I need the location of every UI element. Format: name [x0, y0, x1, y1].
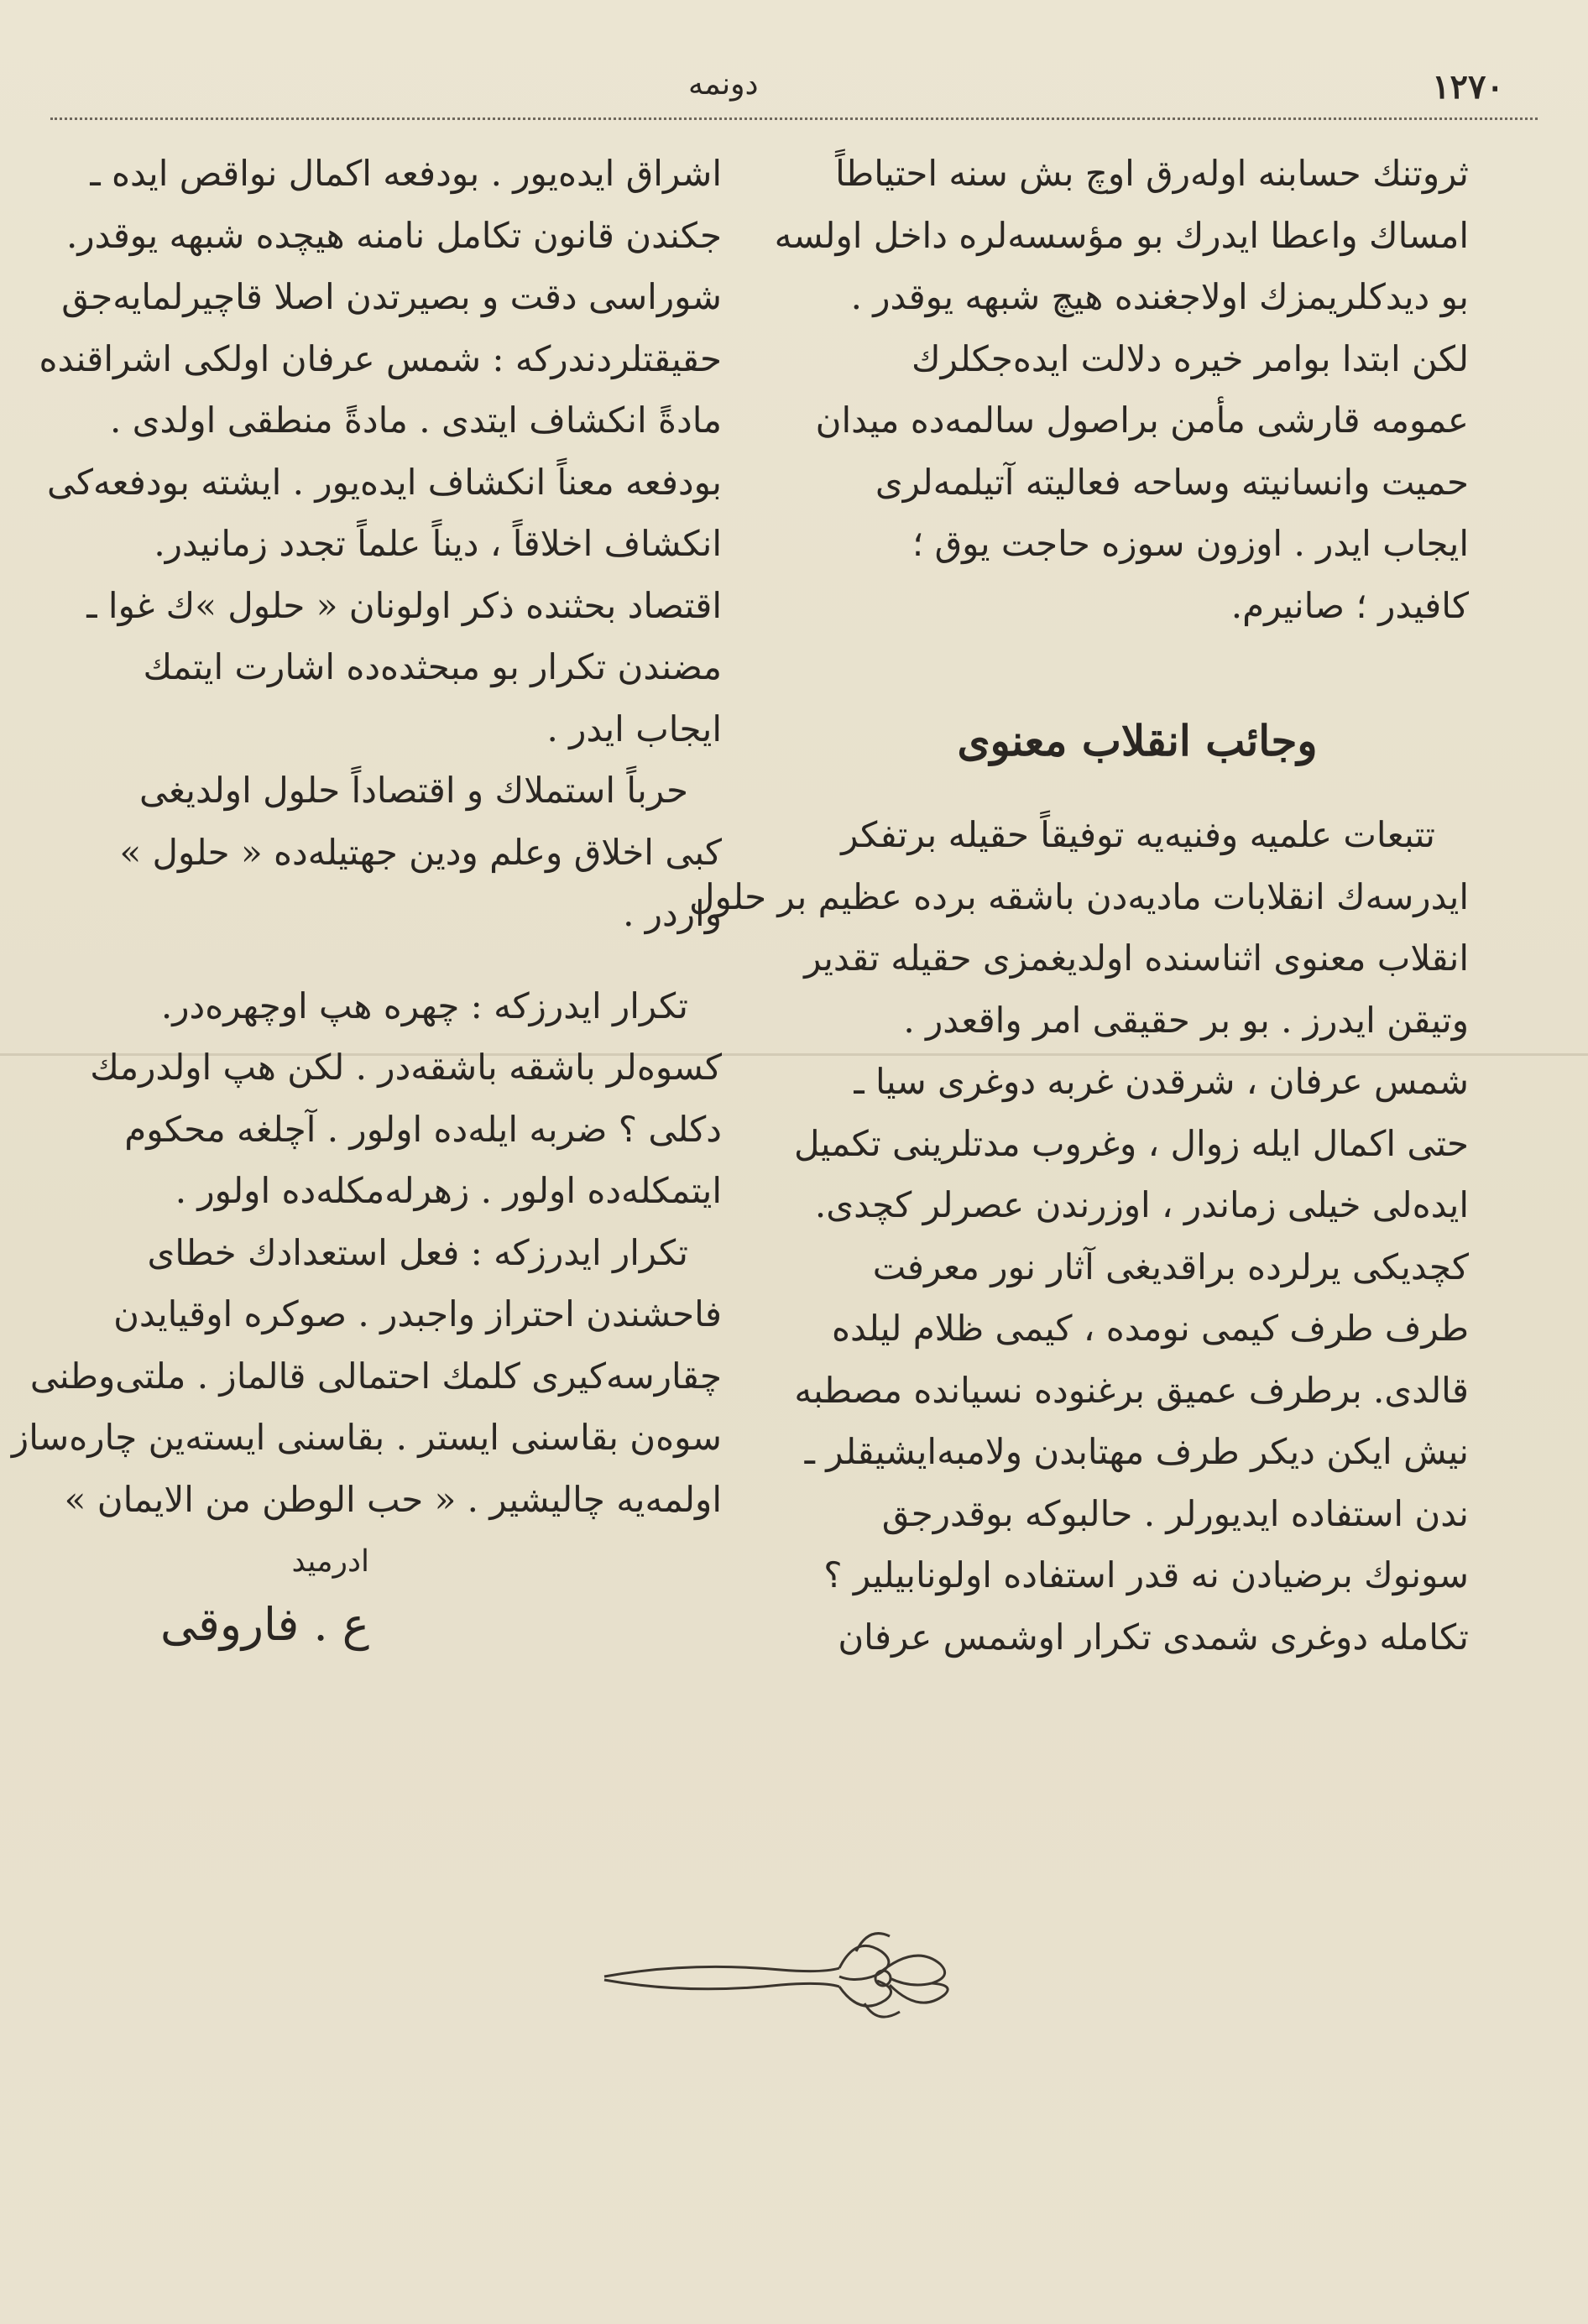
page-number: ١٢٧٠: [1432, 67, 1504, 107]
text-line: انقلاب معنوی اثناسنده اولدیغمزی حقیله تقدیر: [804, 937, 1469, 979]
text-line: واردر .: [623, 893, 722, 934]
text-line: وتیقن ایدرز . بو بر حقیقی امر واقعدر .: [903, 999, 1469, 1041]
text-line: شمس عرفان ، شرقدن غربه دوغری سیا ـ: [854, 1061, 1469, 1102]
text-line: امساك واعطا ایدرك بو مؤسسه‌لره داخل اولسه: [774, 214, 1469, 256]
text-line: دكلی ؟ ضربه ایله‌ده اولور . آچلغه محكوم: [124, 1108, 722, 1150]
text-line: طرف طرف كیمی نومده ، كیمی ظلام لیلده: [831, 1308, 1469, 1349]
text-line: ایتمكله‌ده اولور . زهرله‌مكله‌ده اولور .: [175, 1170, 722, 1211]
text-line: حمیت وانسانیته وساحه فعالیته آتیلمه‌لری: [875, 461, 1469, 503]
text-line: كسوه‌لر باشقه باشقه‌در . لكن هپ اولدرمك: [90, 1047, 722, 1088]
running-title: دونمه: [688, 67, 759, 102]
text-line: قالدی. برطرف عمیق برغنوده نسیانده مصطبه: [794, 1369, 1469, 1411]
text-line: اقتصاد بحثنده ذكر اولونان « حلول »ك غوا ـ: [86, 584, 722, 626]
text-line: تكامله دوغری شمدی تكرار اوشمس عرفان: [838, 1616, 1469, 1658]
text-line: كچدیكی یرلرده براقدیغی آثار نور معرفت: [872, 1246, 1469, 1287]
text-line: كافیدر ؛ صانیرم.: [1230, 584, 1469, 626]
text-line: تكرار ایدرزكه : فعل استعدادك خطای: [147, 1231, 688, 1273]
text-line: سونوك برضیادن نه قدر استفاده اولونابیلیر ؟: [823, 1554, 1469, 1595]
text-line: ایده‌لی خیلی زماندر ، اوزرندن عصرلر كچدی.: [814, 1184, 1469, 1225]
text-line: فاحشندن احتراز واجبدر . صوكره اوقیایدن: [113, 1293, 722, 1334]
text-line: ثروتنك حسابنه اوله‌رق اوچ بش سنه احتیاطاً: [835, 153, 1469, 194]
text-line: اولمه‌یه چالیشیر . « حب الوطن من الایمان »: [64, 1478, 722, 1520]
text-line: ایجاب ایدر .: [546, 708, 722, 749]
header-dotted-rule: [50, 118, 1538, 120]
text-line: بودفعه معناً انكشاف ایده‌یور . ایشته بودفعه‌كی: [46, 461, 722, 503]
text-line: لكن ابتدا بوامر خیره دلالت ایده‌جكلرك: [912, 337, 1469, 379]
text-line: شوراسی دقت و بصیرتدن اصلا قاچیرلمایه‌جق: [61, 276, 722, 317]
text-line: جكندن قانون تكامل نامنه هیچده شبهه یوقدر.: [66, 214, 722, 256]
text-line: تتبعات علمیه وفنیه‌یه توفیقاً حقیله برتفكر: [841, 814, 1435, 855]
text-line: مضندن تكرار بو مبحثده‌ده اشارت ایتمك: [143, 646, 722, 687]
text-line: ایدرسه‌ك انقلابات مادیه‌دن باشقه برده عظیم بر حلول: [688, 875, 1469, 917]
section-title: وجائب انقلاب معنوی: [957, 716, 1318, 765]
text-line: حقیقتلردندركه : شمس عرفان اولكی اشراقنده: [39, 337, 722, 379]
text-line: مادةً انكشاف ایتدی . مادةً منطقی اولدی .: [109, 400, 722, 441]
left-column: [11, 143, 722, 1663]
text-line: كبی اخلاق وعلم ودین جهتیله‌ده « حلول »: [119, 831, 722, 873]
text-line: تكرار ایدرزكه : چهره هپ اوچهره‌در.: [160, 984, 688, 1026]
text-line: حتی اكمال ایله زوال ، وغروب مدتلرینی تكمیل: [793, 1122, 1469, 1164]
text-line: ندن استفاده ایدیورلر . حالبوكه بوقدرجق: [881, 1492, 1469, 1534]
text-line: چقارسه‌كیری كلمك احتمالی قالماز . ملتی‌وطنی: [29, 1355, 722, 1397]
text-line: عمومه قارشی مأمن براصول سالمه‌ده میدان: [815, 400, 1469, 441]
paragraph-gap: [59, 945, 722, 975]
text-line: اشراق ایده‌یور . بودفعه اكمال نواقص ایده ـ: [90, 153, 722, 194]
text-line: سوه‌ن بقاسنی ایستر . بقاسنی ایسته‌ین چاره‌ساز: [11, 1417, 722, 1458]
right-column: [688, 143, 1469, 1668]
signature-location: ادرمید: [291, 1544, 369, 1579]
author-signature: ع . فاروقی: [160, 1598, 369, 1651]
text-line: نیش ایكن دیكر طرف مهتابدن ولامبه‌ایشیقلر ـ: [804, 1431, 1469, 1472]
text-line: انكشاف اخلاقاً ، دیناً علماً تجدد زمانیدر.: [154, 523, 722, 564]
text-line: بو دیدكلریمزك اولاجغنده هیچ شبهه یوقدر .: [850, 276, 1469, 317]
text-line: ایجاب ایدر . اوزون سوزه حاجت یوق ؛: [912, 523, 1469, 564]
decorative-ornament-icon: [588, 1918, 1007, 2027]
page-header: [50, 59, 1538, 118]
text-line: حرباً استملاك و اقتصاداً حلول اولدیغی: [139, 770, 688, 811]
